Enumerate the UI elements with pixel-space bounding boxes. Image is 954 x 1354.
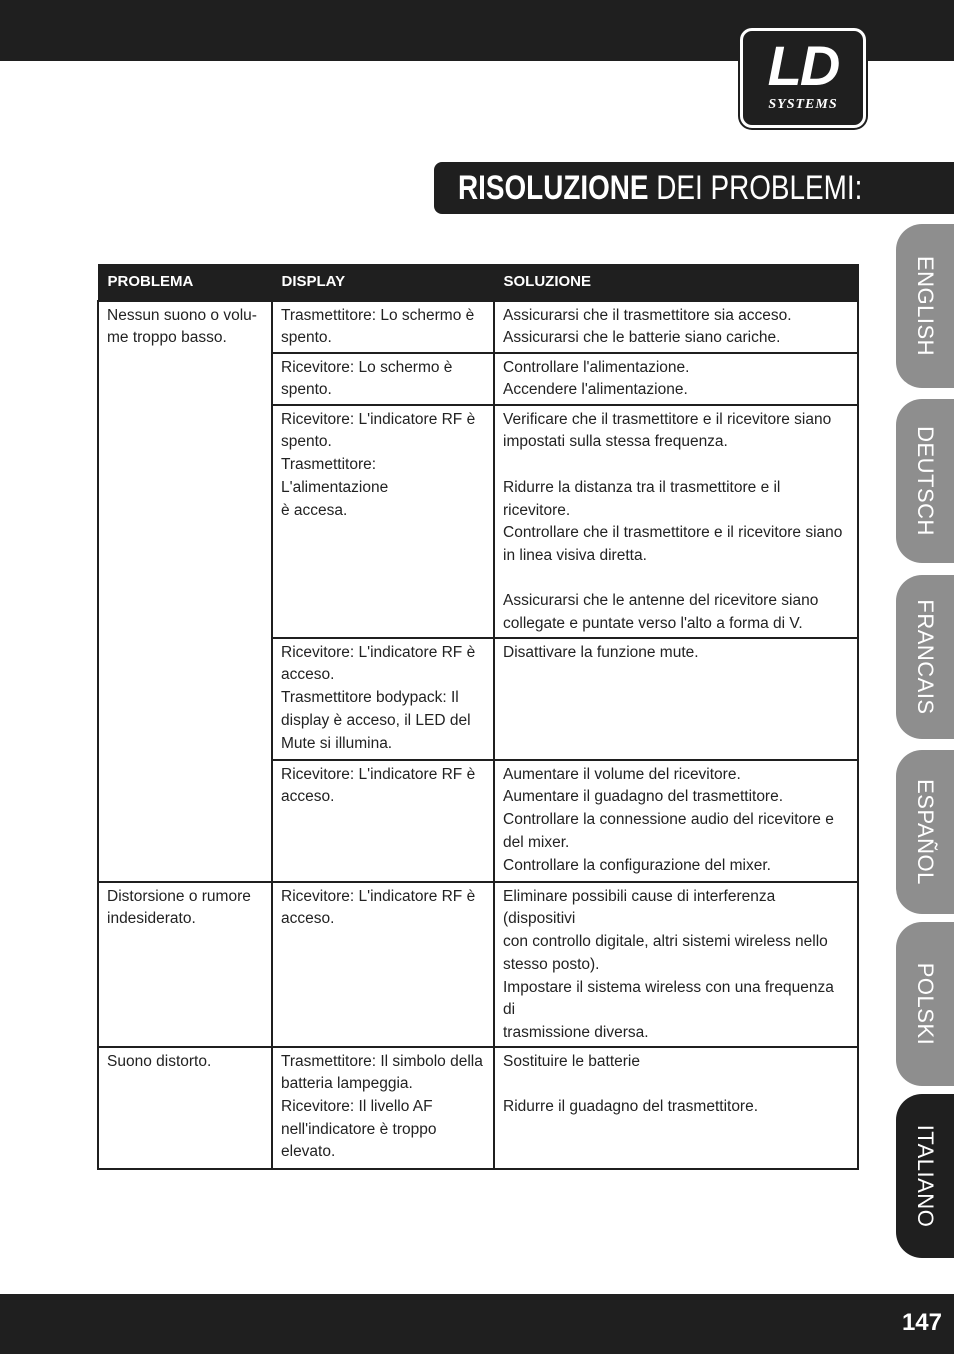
solution-text: Verificare che il trasmettitore e il ricevitore siano impostati sulla stessa frequenza. Ridurre la distanza tra il trasmettitore e il ricevitore. Controllare che il trasmettitore e il ricevitore siano in linea visiva diretta. Assicurarsi che le antenne del ricevitore siano collegate e puntate verso l'alto a forma di V. bbox=[503, 410, 843, 633]
solution-text: Sostituire le batterie Ridurre il guadagno del trasmettitore. bbox=[503, 1052, 759, 1116]
display-cell bbox=[272, 760, 494, 882]
tab-polski[interactable] bbox=[896, 922, 954, 1086]
tab-italiano[interactable] bbox=[896, 1094, 954, 1258]
table-header-row bbox=[98, 265, 858, 301]
solution-cell bbox=[494, 638, 858, 760]
table-row bbox=[98, 1047, 858, 1169]
column-header-display: DISPLAY bbox=[272, 265, 494, 301]
solution-text: Disattivare la funzione mute. bbox=[503, 643, 699, 661]
title-bold: RISOLUZIONE bbox=[458, 169, 649, 207]
table-row bbox=[98, 882, 858, 1047]
tab-label: FRANCAIS bbox=[913, 599, 938, 715]
display-text: Ricevitore: L'indicatore RF è acceso. bbox=[281, 887, 476, 928]
solution-text: Eliminare possibili cause di interferenza (dispositivi con controllo digitale, altri sistemi wireless nello stesso posto). Impostare il sistema wireless con una frequenza di trasmissione diversa. bbox=[503, 887, 834, 1041]
column-header-solution: SOLUZIONE bbox=[494, 265, 858, 301]
logo-subtitle: SYSTEMS bbox=[768, 97, 838, 112]
solution-cell bbox=[494, 1047, 858, 1169]
display-text: Trasmettitore: Il simbolo della batteria lampeggia. Ricevitore: Il livello AF nell'indicatore è troppo elevato. bbox=[281, 1052, 483, 1161]
bottom-bar bbox=[0, 1294, 954, 1354]
tab-espanol[interactable] bbox=[896, 750, 954, 914]
logo-mark: LD bbox=[767, 34, 839, 97]
solution-text: Assicurarsi che il trasmettitore sia acceso. Assicurarsi che le batterie siano cariche. bbox=[503, 306, 792, 347]
problem-cell bbox=[98, 301, 272, 882]
page-number: 147 bbox=[901, 1309, 942, 1336]
display-cell bbox=[272, 353, 494, 405]
display-cell bbox=[272, 882, 494, 1047]
display-cell bbox=[272, 405, 494, 638]
solution-text: Controllare l'alimentazione. Accendere l'alimentazione. bbox=[503, 358, 690, 399]
problem-text: Distorsione o rumore indesiderato. bbox=[107, 887, 251, 928]
page-title bbox=[458, 168, 862, 208]
solution-cell bbox=[494, 882, 858, 1047]
display-text: Ricevitore: Lo schermo è spento. bbox=[281, 358, 453, 399]
tab-francais[interactable] bbox=[896, 575, 954, 739]
display-text: Ricevitore: L'indicatore RF è spento. Trasmettitore: L'alimentazione è accesa. bbox=[281, 410, 476, 519]
column-header-problem: PROBLEMA bbox=[98, 265, 272, 301]
solution-cell bbox=[494, 405, 858, 638]
title-regular: DEI PROBLEMI: bbox=[656, 169, 863, 207]
display-text: Ricevitore: L'indicatore RF è acceso. Trasmettitore bodypack: Il display è acceso, il LED del Mute si illumina. bbox=[281, 643, 476, 752]
tab-deutsch[interactable] bbox=[896, 399, 954, 563]
problem-cell bbox=[98, 1047, 272, 1169]
display-cell bbox=[272, 1047, 494, 1169]
section-title-bar bbox=[434, 162, 954, 214]
display-text: Ricevitore: L'indicatore RF è acceso. bbox=[281, 765, 476, 806]
ld-systems-logo bbox=[740, 28, 866, 128]
tab-label: ITALIANO bbox=[913, 1124, 938, 1228]
display-cell bbox=[272, 638, 494, 760]
table-row bbox=[98, 301, 858, 353]
problem-text: Nessun suono o volu- me troppo basso. bbox=[107, 306, 257, 347]
display-text: Trasmettitore: Lo schermo è spento. bbox=[281, 306, 475, 347]
tab-label: ENGLISH bbox=[913, 255, 938, 357]
solution-text: Aumentare il volume del ricevitore. Aumentare il guadagno del trasmettitore. Controllare la connessione audio del ricevitore e del mixer. Controllare la configurazione del mixer. bbox=[503, 765, 834, 874]
solution-cell bbox=[494, 353, 858, 405]
tab-label: POLSKI bbox=[913, 962, 938, 1046]
problem-text: Suono distorto. bbox=[107, 1052, 212, 1070]
tab-label: ESPAÑOL bbox=[913, 779, 938, 885]
troubleshooting-table bbox=[97, 264, 859, 1170]
solution-cell bbox=[494, 760, 858, 882]
problem-cell bbox=[98, 882, 272, 1047]
tab-label: DEUTSCH bbox=[913, 426, 938, 536]
display-cell bbox=[272, 301, 494, 353]
tab-english[interactable] bbox=[896, 224, 954, 388]
solution-cell bbox=[494, 301, 858, 353]
